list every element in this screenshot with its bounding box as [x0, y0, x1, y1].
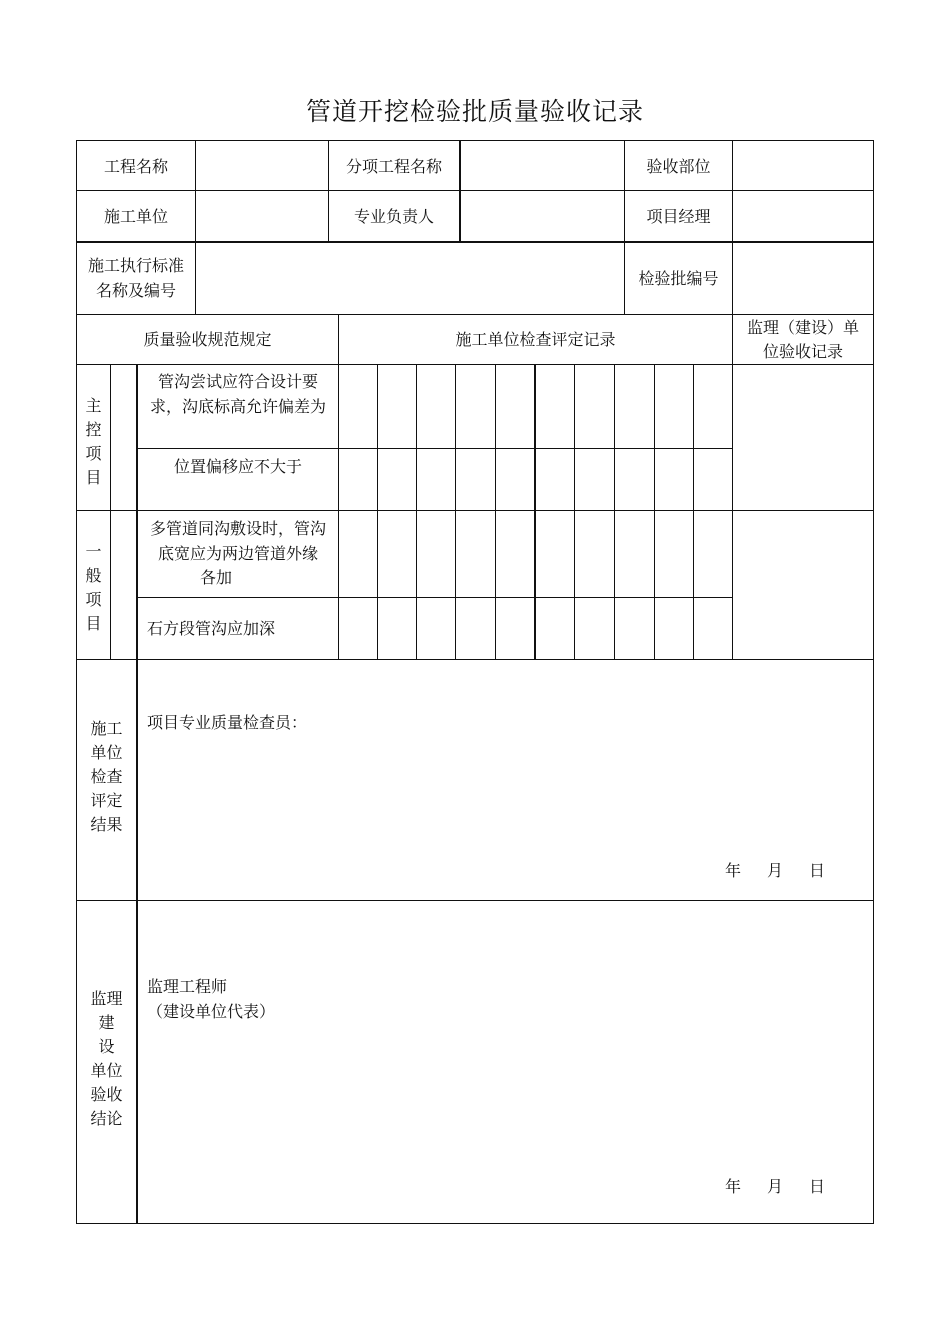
construction-date-day: 日: [809, 861, 826, 880]
page-title: 管道开挖检验批质量验收记录: [305, 97, 644, 126]
main-control-item-1-line2: 求，沟底标高允许偏差为: [149, 397, 326, 416]
col-divider: [110, 364, 111, 659]
construction-date-month: 月: [767, 861, 784, 880]
main-control-item-2: 位置偏移应不大于: [173, 457, 302, 476]
col-divider: [377, 364, 378, 659]
col-divider: [654, 364, 655, 659]
col-divider: [495, 364, 496, 659]
acceptance-part-label: 验收部位: [646, 157, 711, 176]
supervision-result-label: 监理 建 设 单位 验收 结论: [90, 989, 123, 1128]
construction-result-label: 施工 单位 检查 评定 结果: [90, 719, 123, 834]
col-divider: [732, 364, 733, 659]
general-item-1-line2: 底宽应为两边管道外缘: [157, 544, 318, 563]
col-divider: [614, 364, 615, 659]
project-manager-label: 项目经理: [646, 207, 711, 226]
project-name-label: 工程名称: [103, 157, 168, 176]
record-column-label: 施工单位检查评定记录: [455, 330, 616, 349]
col-divider: [338, 364, 339, 659]
col-divider: [459, 140, 461, 241]
general-item-1-line3: 各加: [199, 568, 232, 587]
sub-item-name-label: 分项工程名称: [345, 157, 442, 176]
row-divider: [76, 510, 874, 511]
col-divider: [455, 364, 456, 659]
standard-label-line1: 施工执行标准: [87, 256, 184, 275]
col-divider: [195, 241, 196, 314]
supervision-date-day: 日: [809, 1177, 826, 1196]
row-divider: [76, 900, 874, 901]
col-divider: [732, 140, 733, 314]
supervision-engineer-label: 监理工程师: [147, 977, 228, 996]
row-divider: [76, 659, 874, 660]
col-divider: [416, 364, 417, 659]
row-divider: [137, 448, 733, 449]
specialty-lead-label: 专业负责人: [353, 207, 434, 226]
main-control-label: 主 控 项 目: [85, 396, 102, 487]
row-divider: [76, 364, 874, 365]
col-divider: [136, 659, 138, 1224]
col-divider: [693, 364, 694, 659]
supervision-date-month: 月: [767, 1177, 784, 1196]
supervision-column-label-line2: 位验收记录: [762, 342, 843, 361]
general-item-1-line1: 多管道同沟敷设时，管沟: [149, 519, 326, 538]
supervision-rep-label: （建设单位代表）: [147, 1002, 276, 1021]
row-divider: [137, 597, 733, 598]
general-item-2: 石方段管沟应加深: [147, 619, 276, 638]
inspector-label: 项目专业质量检查员：: [147, 713, 308, 732]
general-items-label: 一 般 项 目: [85, 542, 102, 633]
standard-label-line2: 名称及编号: [95, 281, 176, 300]
col-divider: [195, 140, 196, 241]
supervision-column-label-line1: 监理（建设）单: [746, 318, 859, 337]
col-divider: [534, 364, 536, 659]
construction-unit-label: 施工单位: [103, 207, 168, 226]
supervision-date-year: 年: [725, 1177, 742, 1196]
main-control-item-1-line1: 管沟尝试应符合设计要: [157, 372, 318, 391]
construction-date-year: 年: [725, 861, 742, 880]
col-divider: [574, 364, 575, 659]
batch-number-label: 检验批编号: [638, 269, 719, 288]
row-divider: [76, 314, 874, 315]
spec-column-label: 质量验收规范规定: [143, 330, 272, 349]
